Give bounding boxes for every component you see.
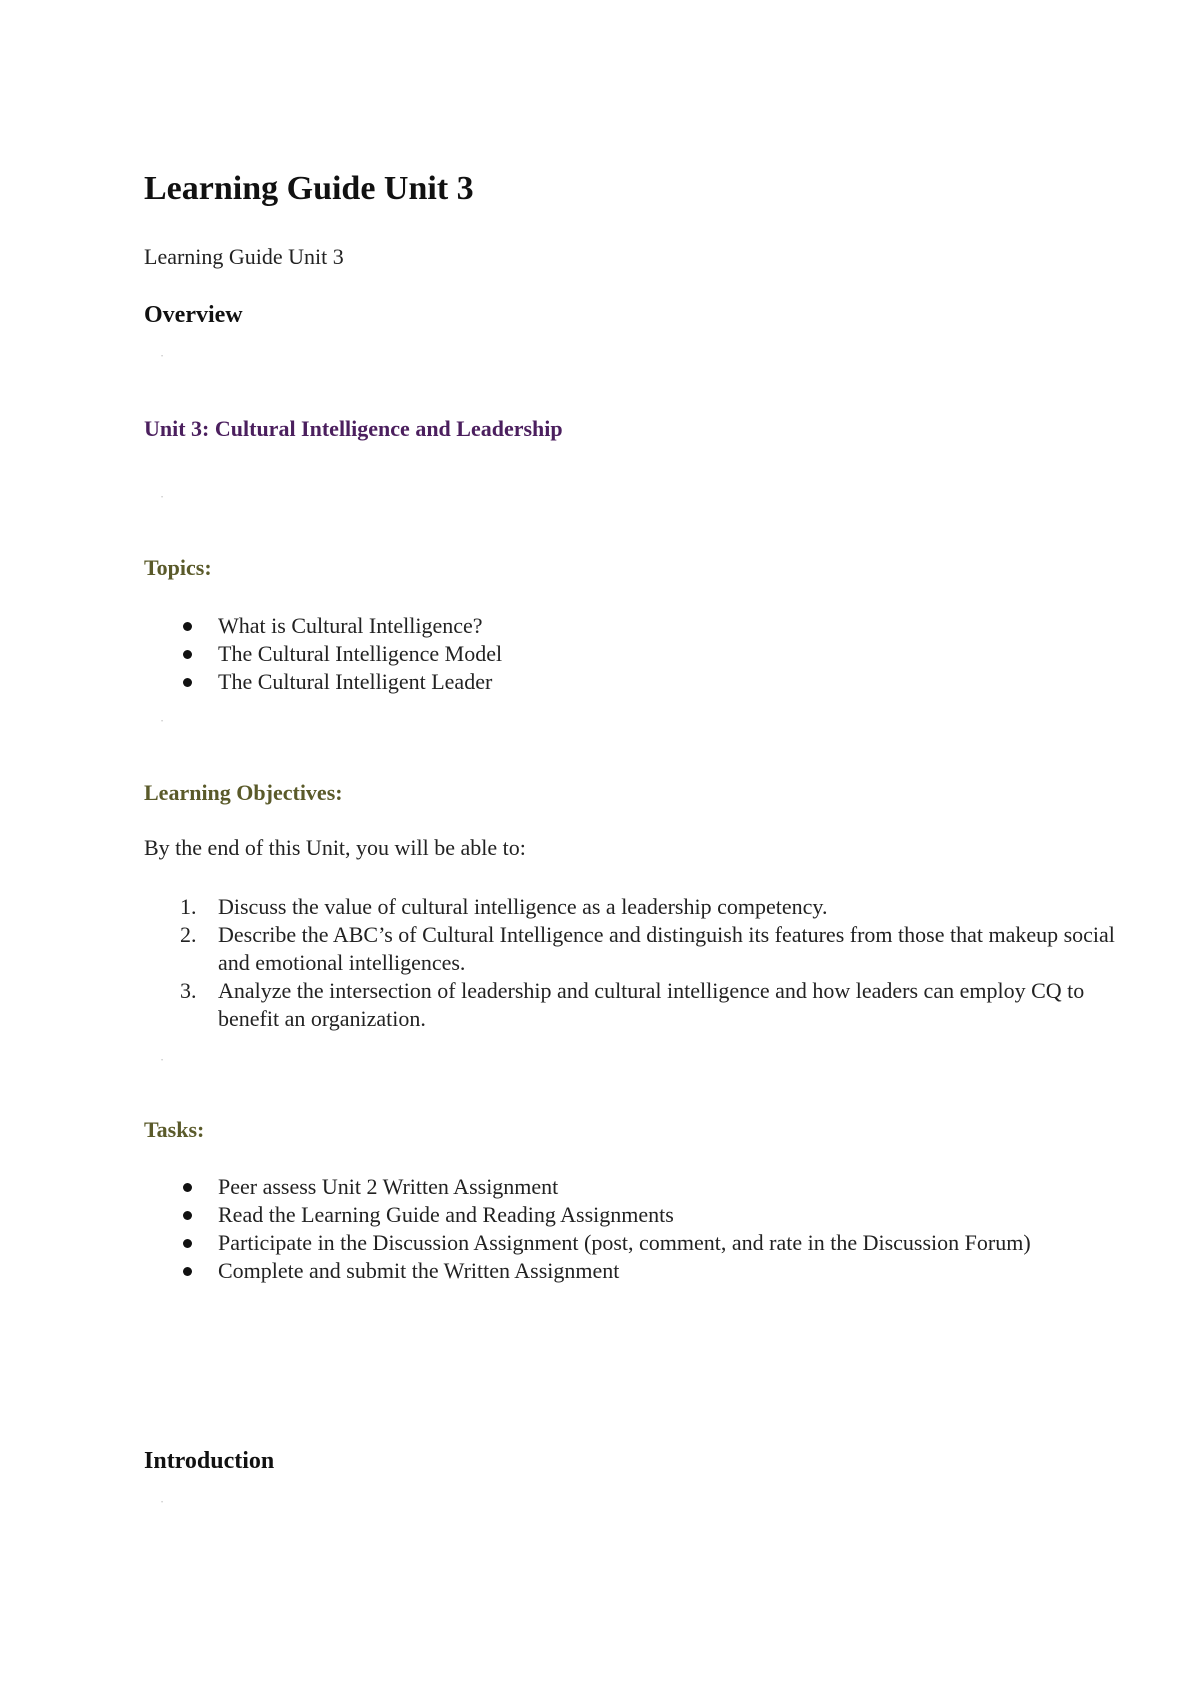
list-number: 3. xyxy=(180,978,197,1003)
page-title: Learning Guide Unit 3 xyxy=(144,170,474,207)
objective-item: 2. Describe the ABC’s of Cultural Intelligence and distinguish its features from those that makeup social and emotional intelligences. xyxy=(180,922,1115,975)
bullet-icon xyxy=(183,1267,192,1276)
task-item: Peer assess Unit 2 Written Assignment xyxy=(144,1173,1138,1201)
task-item: Complete and submit the Written Assignment xyxy=(144,1257,1138,1285)
paragraph-marker: • xyxy=(161,495,164,501)
objective-item: 3. Analyze the intersection of leadership and cultural intelligence and how leaders can employ CQ to benefit an organization. xyxy=(180,978,1085,1031)
task-item: Participate in the Discussion Assignment (post, comment, and rate in the Discussion Forum) xyxy=(144,1229,1138,1257)
bullet-icon xyxy=(183,650,192,659)
topics-label: Topics: xyxy=(144,555,212,580)
topic-item: The Cultural Intelligence Model xyxy=(144,640,1138,668)
paragraph-marker: • xyxy=(161,354,164,360)
paragraph-marker: • xyxy=(161,719,164,725)
bullet-icon xyxy=(183,622,192,631)
page-subtitle: Learning Guide Unit 3 xyxy=(144,244,344,269)
bullet-icon xyxy=(183,678,192,687)
bullet-icon xyxy=(183,1183,192,1192)
objective-item: 1. Discuss the value of cultural intelligence as a leadership competency. xyxy=(180,894,828,919)
bullet-icon xyxy=(183,1239,192,1248)
paragraph-marker: • xyxy=(161,1058,164,1064)
topic-item: The Cultural Intelligent Leader xyxy=(144,668,1138,696)
objectives-list xyxy=(144,893,1138,1033)
list-number: 2. xyxy=(180,922,197,947)
tasks-label: Tasks: xyxy=(144,1117,205,1142)
introduction-heading: Introduction xyxy=(144,1448,275,1474)
topic-item: What is Cultural Intelligence? xyxy=(144,612,1138,640)
list-number: 1. xyxy=(180,894,197,919)
task-item: Read the Learning Guide and Reading Assignments xyxy=(144,1201,1138,1229)
tasks-list xyxy=(144,1173,1138,1285)
overview-heading: Overview xyxy=(144,302,243,328)
objectives-intro: By the end of this Unit, you will be able to: xyxy=(144,835,526,860)
paragraph-marker: • xyxy=(161,1500,164,1506)
unit-heading: Unit 3: Cultural Intelligence and Leadership xyxy=(144,416,563,441)
topics-list xyxy=(144,612,1138,696)
objectives-label: Learning Objectives: xyxy=(144,780,343,805)
bullet-icon xyxy=(183,1211,192,1220)
